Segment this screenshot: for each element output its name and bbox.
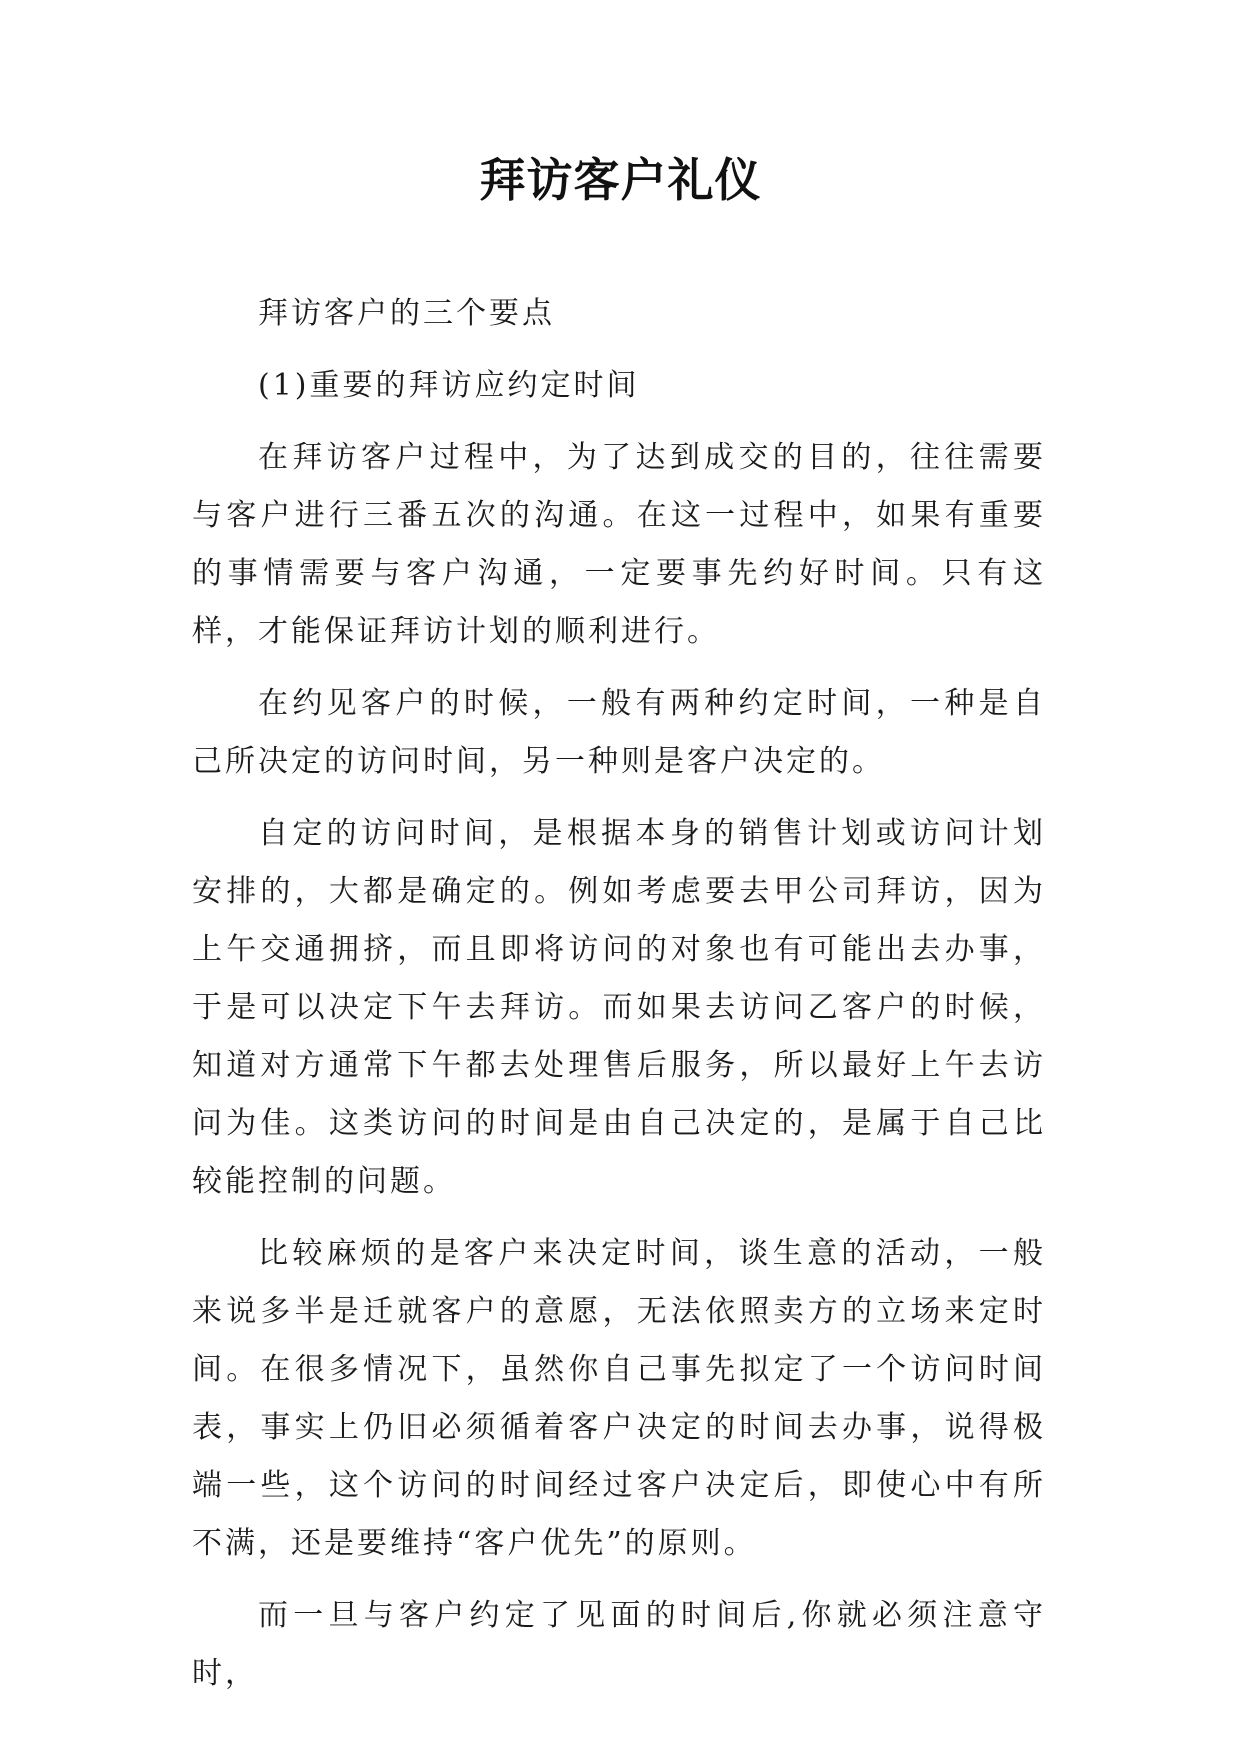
body-paragraph: 而一旦与客户约定了见面的时间后,你就必须注意守时， xyxy=(192,1598,1046,1691)
body-paragraph: 在拜访客户过程中，为了达到成交的目的，往往需要与客户进行三番五次的沟通。在这一过程中，如果有重要的事情需要与客户沟通，一定要事先约好时间。只有这样，才能保证拜访计划的顺利进行。 xyxy=(192,440,1046,649)
document-title: 拜访客户礼仪 xyxy=(479,153,762,207)
body-paragraph: 比较麻烦的是客户来决定时间，谈生意的活动，一般来说多半是迁就客户的意愿，无法依照卖方的立场来定时间。在很多情况下，虽然你自己事先拟定了一个访问时间表，事实上仍旧必须循着客户决定的时间去办事，说得极端一些，这个访问的时间经过客户决定后，即使心中有所不满，还是要维持“客户优先”的原则。 xyxy=(192,1236,1046,1561)
body-paragraph: 自定的访问时间，是根据本身的销售计划或访问计划安排的，大都是确定的。例如考虑要去甲公司拜访，因为上午交通拥挤，而且即将访问的对象也有可能出去办事，于是可以决定下午去拜访。而如果去访问乙客户的时候，知道对方通常下午都去处理售后服务，所以最好上午去访问为佳。这类访问的时间是由自己决定的，是属于自己比较能控制的问题。 xyxy=(192,816,1046,1199)
subsection-heading: (1)重要的拜访应约定时间 xyxy=(258,368,640,403)
document-body xyxy=(192,285,1046,1717)
body-paragraph: 在约见客户的时候，一般有两种约定时间，一种是自己所决定的访问时间，另一种则是客户决定的。 xyxy=(192,686,1046,779)
section-heading: 拜访客户的三个要点 xyxy=(258,296,555,331)
